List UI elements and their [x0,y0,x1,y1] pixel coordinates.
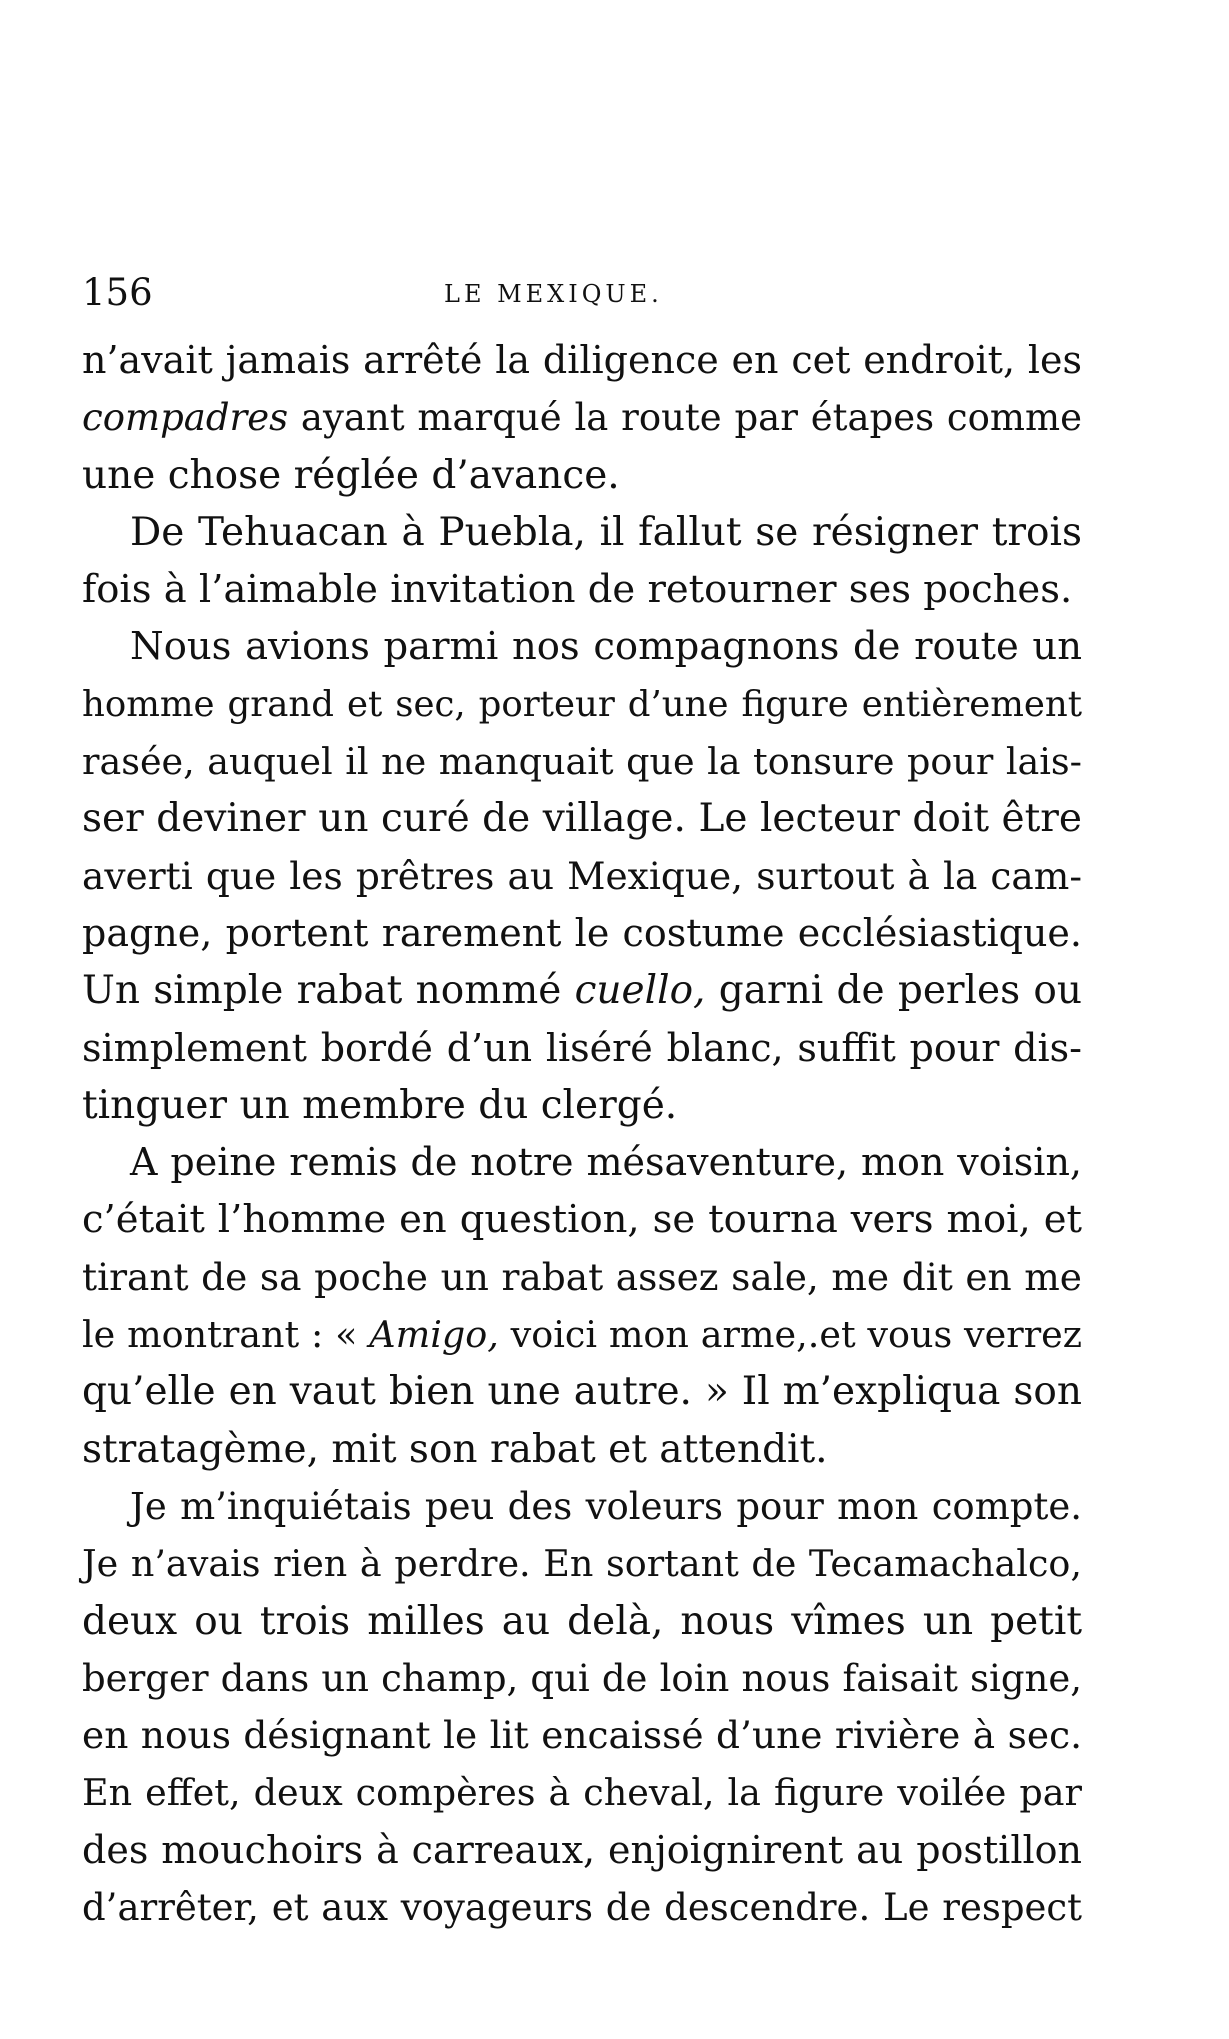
text-line: ser deviner un curé de village. Le lecteur doit être [82,796,1082,842]
text-line: tirant de sa poche un rabat assez sale, me dit en me [82,1254,1082,1299]
text-line: Nous avions parmi nos compagnons de route un [130,624,1082,670]
italic-term: compadres [82,396,289,440]
text-line: simplement bordé d’un liséré blanc, suffit pour dis- [82,1025,1082,1070]
text-line: qu’elle en vaut bien une autre. » Il m’expliqua son [82,1369,1082,1415]
text-line: averti que les prêtres au Mexique, surtout à la cam- [82,853,1082,898]
text-line: n’avait jamais arrêté la diligence en cet endroit, les [82,338,1082,382]
text-line: A peine remis de notre mésaventure, mon voisin, [130,1140,1082,1185]
text-line: Un simple rabat nommé cuello, garni de perles ou [82,968,1082,1014]
text-line: pagne, portent rarement le costume ecclésiastique. [82,910,1082,955]
text-line: De Tehuacan à Puebla, il fallut se résigner trois [130,509,1082,555]
text-line: Je n’avais rien à perdre. En sortant de Tecamachalco, [82,1542,1082,1586]
italic-term: Amigo, [369,1313,499,1357]
page-number: 156 [82,271,153,314]
text-line: une chose réglée d’avance. [82,452,620,498]
text-line: En effet, deux compères à cheval, la figure voilée par [82,1771,1082,1815]
text-line: compadres ayant marqué la route par étapes comme [82,396,1082,440]
text-line: Je m’inquiétais peu des voleurs pour mon compte. [130,1484,1082,1528]
text-line: d’arrêter, et aux voyageurs de descendre. Le respect [82,1886,1082,1930]
italic-term: cuello, [574,968,706,1014]
text-line: fois à l’aimable invitation de retourner ses poches. [82,567,1073,613]
text-line: berger dans un champ, qui de loin nous faisait signe, [82,1656,1082,1700]
text-line: des mouchoirs à carreaux, enjoignirent au postillon [82,1827,1082,1872]
text-line: rasée, auquel il ne manquait que la tonsure pour lais- [82,740,1082,784]
running-title: LE MEXIQUE. [444,280,663,308]
text-line: le montrant : « Amigo, voici mon arme,.et vous verrez [82,1313,1082,1357]
text-line: stratagème, mit son rabat et attendit. [82,1426,828,1472]
text-line: tinguer un membre du clergé. [82,1082,678,1128]
text-line: homme grand et sec, porteur d’une figure entièrement [82,683,1082,725]
text-line: deux ou trois milles au delà, nous vîmes un petit [82,1598,1082,1644]
text-line: c’était l’homme en question, se tourna vers moi, et [82,1197,1082,1243]
text-line: en nous désignant le lit encaissé d’une rivière à sec. [82,1713,1082,1758]
body-text [82,332,1082,1936]
running-head [82,268,1082,318]
